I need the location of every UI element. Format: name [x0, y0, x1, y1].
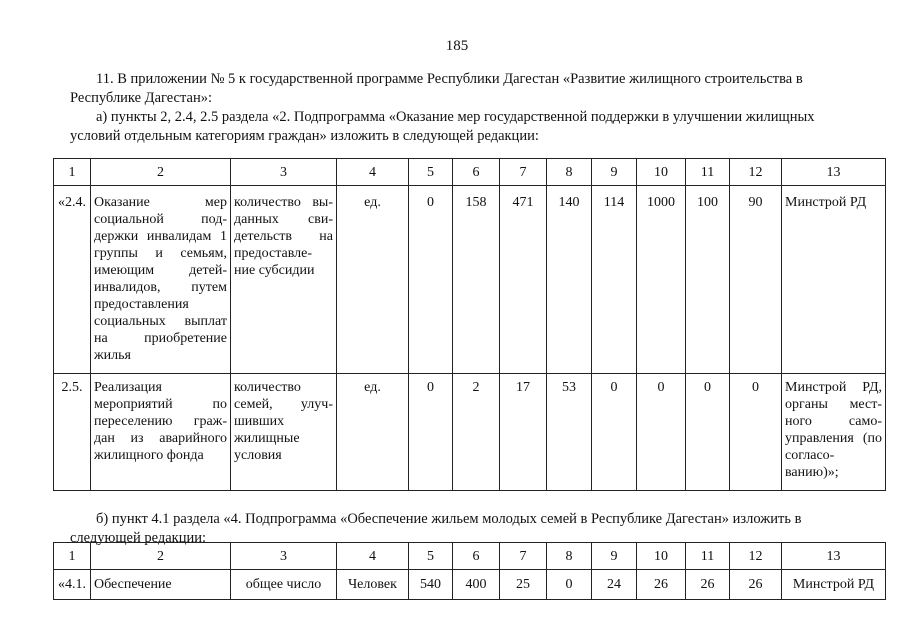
row-indicator: количество вы-данных сви-детельств на предоставле-ние субсидии — [231, 186, 337, 374]
row-number: «2.4. — [54, 186, 91, 374]
row-value: 26 — [730, 570, 782, 600]
row-value: 400 — [453, 570, 500, 600]
row-value: 1000 — [637, 186, 686, 374]
row-value: 471 — [500, 186, 547, 374]
row-name: Реализация мероприятий по переселению граж-дан из аварийного жилищного фонда — [91, 374, 231, 491]
intro-line-4: условий отдельным категориям граждан» изложить в следующей редакции: — [70, 128, 539, 144]
header-cell: 13 — [782, 159, 886, 186]
row-value: 100 — [686, 186, 730, 374]
header-cell: 5 — [409, 543, 453, 570]
intro-paragraph — [70, 70, 860, 146]
row-value: 17 — [500, 374, 547, 491]
row-value: 0 — [730, 374, 782, 491]
row-value: 0 — [637, 374, 686, 491]
header-cell: 6 — [453, 159, 500, 186]
table-subprogram-2 — [53, 158, 886, 491]
header-cell: 4 — [337, 543, 409, 570]
row-unit: ед. — [337, 186, 409, 374]
header-cell: 12 — [730, 543, 782, 570]
row-value: 0 — [409, 186, 453, 374]
table-header-row — [54, 543, 886, 570]
row-value: 26 — [686, 570, 730, 600]
header-cell: 3 — [231, 543, 337, 570]
header-cell: 8 — [547, 543, 592, 570]
header-cell: 2 — [91, 543, 231, 570]
row-value: 26 — [637, 570, 686, 600]
header-cell: 7 — [500, 159, 547, 186]
table-row — [54, 570, 886, 600]
header-cell: 6 — [453, 543, 500, 570]
intro-line-3: а) пункты 2, 2.4, 2.5 раздела «2. Подпрограмма «Оказание мер государственной поддержки в улучшении жилищных — [96, 109, 815, 125]
paragraph-b-line-2: следующей редакции: — [70, 530, 207, 546]
row-value: 0 — [686, 374, 730, 491]
header-cell: 4 — [337, 159, 409, 186]
header-cell: 7 — [500, 543, 547, 570]
table-header-row — [54, 159, 886, 186]
row-value: 25 — [500, 570, 547, 600]
header-cell: 9 — [592, 159, 637, 186]
row-name: Обеспечение — [91, 570, 231, 600]
header-cell: 1 — [54, 543, 91, 570]
row-indicator: общее число — [231, 570, 337, 600]
row-value: 0 — [409, 374, 453, 491]
row-executor: Минстрой РД, органы мест-ного само-управления (по согласо-ванию)»; — [782, 374, 886, 491]
header-cell: 9 — [592, 543, 637, 570]
header-cell: 11 — [686, 543, 730, 570]
row-unit: Человек — [337, 570, 409, 600]
table-subprogram-4 — [53, 542, 886, 600]
header-cell: 8 — [547, 159, 592, 186]
row-value: 140 — [547, 186, 592, 374]
intro-line-1: 11. В приложении № 5 к государственной программе Республики Дагестан «Развитие жилищного строительства в — [96, 71, 803, 87]
row-value: 540 — [409, 570, 453, 600]
table-row — [54, 186, 886, 374]
header-cell: 11 — [686, 159, 730, 186]
row-value: 53 — [547, 374, 592, 491]
row-executor: Минстрой РД — [782, 570, 886, 600]
row-value: 90 — [730, 186, 782, 374]
header-cell: 10 — [637, 543, 686, 570]
row-unit: ед. — [337, 374, 409, 491]
table-row — [54, 374, 886, 491]
header-cell: 2 — [91, 159, 231, 186]
row-value: 24 — [592, 570, 637, 600]
row-number: 2.5. — [54, 374, 91, 491]
paragraph-b-line-1: б) пункт 4.1 раздела «4. Подпрограмма «Обеспечение жильем молодых семей в Республике Дагестан» изложить в — [96, 511, 802, 527]
row-indicator: количество семей, улуч-шивших жилищные условия — [231, 374, 337, 491]
header-cell: 3 — [231, 159, 337, 186]
header-cell: 1 — [54, 159, 91, 186]
page-number: 185 — [445, 38, 469, 54]
header-cell: 5 — [409, 159, 453, 186]
row-number: «4.1. — [54, 570, 91, 600]
header-cell: 12 — [730, 159, 782, 186]
header-cell: 10 — [637, 159, 686, 186]
row-value: 2 — [453, 374, 500, 491]
row-value: 0 — [592, 374, 637, 491]
header-cell: 13 — [782, 543, 886, 570]
intro-line-2: Республике Дагестан»: — [70, 90, 212, 106]
row-executor: Минстрой РД — [782, 186, 886, 374]
row-name: Оказание мер социальной под-держки инвалидам 1 группы и семьям, имеющим детей-инвалидов, путем предоставления социальных выплат на приобретение жилья — [91, 186, 231, 374]
row-value: 0 — [547, 570, 592, 600]
row-value: 114 — [592, 186, 637, 374]
row-value: 158 — [453, 186, 500, 374]
